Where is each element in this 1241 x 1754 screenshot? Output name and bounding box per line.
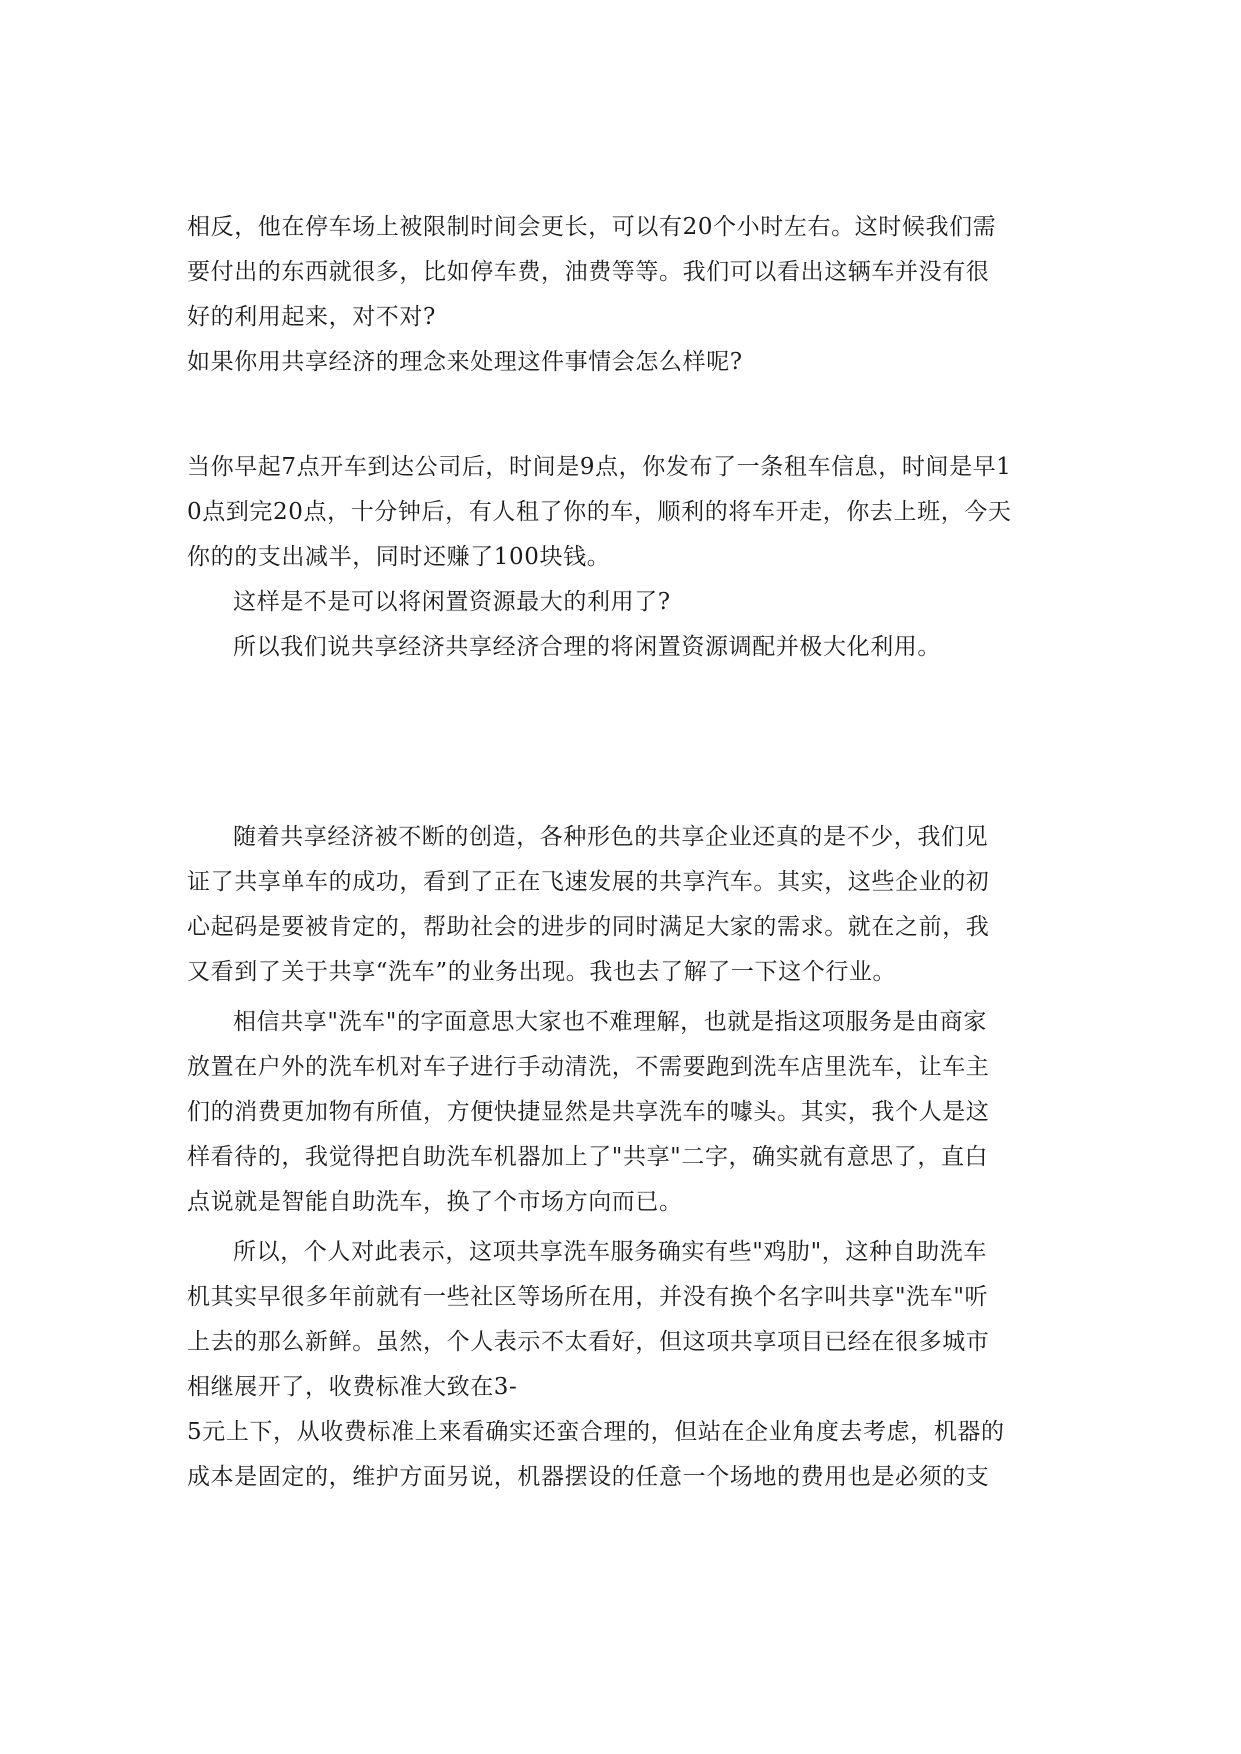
paragraph-8: 所以，个人对此表示，这项共享洗车服务确实有些"鸡肋"，这种自助洗车 机其实早很多年前就有一些社区等场所在用，并没有换个名字叫共享"洗车"听 上去的那么新鲜。虽然，个人表示不太看好，但这项共享项目已经在很多城市 相继展开了，收费标准大致在3- 5元上下，从收费标准上来看确实还蛮合理的，但站在企业角度去考虑，机器的 成本是固定的，维护方面另说，机器摆设的任意一个场地的费用也是必须的支 (187, 1239, 1005, 1490)
paragraph-1: 相反，他在停车场上被限制时间会更长，可以有20个小时左右。这时候我们需 要付出的东西就很多，比如停车费，油费等等。我们可以看出这辆车并没有很 好的利用起来，对不对? (187, 214, 997, 330)
paragraph-3: 当你早起7点开车到达公司后，时间是9点，你发布了一条租车信息，时间是早1 0点到完20点，十分钟后，有人租了你的车，顺利的将车开走，你去上班，今天 你的的支出减半，同时还赚了100块钱。 (187, 454, 1012, 570)
paragraph-7: 相信共享"洗车"的字面意思大家也不难理解，也就是指这项服务是由商家 放置在户外的洗车机对车子进行手动清洗，不需要跑到洗车店里洗车，让车主 们的消费更加物有所值，方便快捷显然是共享洗车的噱头。其实，我个人是这 样看待的，我觉得把自助洗车机器加上了"共享"二字，确实就有意思了，直白 点说就是智能自助洗车，换了个市场方向而已。 (187, 1009, 990, 1215)
paragraph-4: 这样是不是可以将闲置资源最大的利用了? (233, 589, 671, 615)
paragraph-6: 随着共享经济被不断的创造，各种形色的共享企业还真的是不少，我们见 证了共享单车的成功，看到了正在飞速发展的共享汽车。其实，这些企业的初 心起码是要被肯定的，帮助社会的进步的同时满足大家的需求。就在之前，我 又看到了关于共享“洗车”的业务出现。我也去了解了一下这个行业。 (187, 824, 990, 985)
paragraph-5: 所以我们说共享经济共享经济合理的将闲置资源调配并极大化利用。 (233, 634, 941, 660)
paragraph-2: 如果你用共享经济的理念来处理这件事情会怎么样呢? (187, 349, 743, 375)
